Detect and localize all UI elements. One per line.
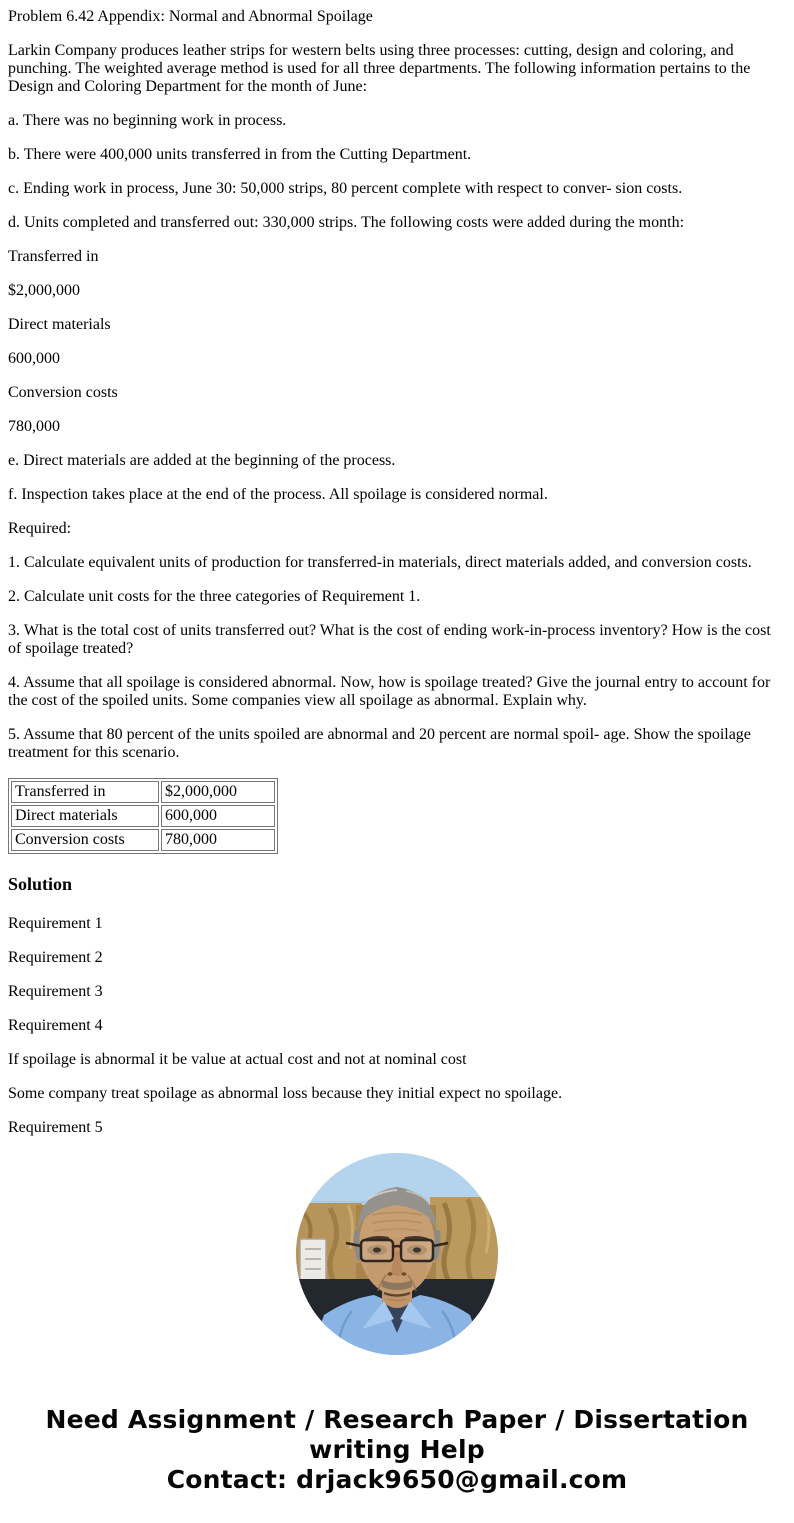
intro-paragraph: Larkin Company produces leather strips for western belts using three processes: cutting, design and coloring, and punching. The weighted average method is used for all three departments. The following information pertains to the Design and Coloring Department for the month of June: <box>8 42 751 95</box>
table-cell-label: Direct materials <box>11 805 159 827</box>
help-banner-line-2: writing Help <box>309 1435 485 1464</box>
table-row <box>11 829 275 851</box>
solution-requirement-2: Requirement 2 <box>8 949 103 966</box>
solution-note-abnormal: If spoilage is abnormal it be value at actual cost and not at nominal cost <box>8 1051 467 1068</box>
cost-line-conversion-costs-label: Conversion costs <box>8 384 118 401</box>
item-e: e. Direct materials are added at the beginning of the process. <box>8 452 396 469</box>
solution-requirement-4: Requirement 4 <box>8 1017 103 1034</box>
required-item-1: 1. Calculate equivalent units of production for transferred-in materials, direct materials added, and conversion costs. <box>8 554 752 571</box>
item-f: f. Inspection takes place at the end of the process. All spoilage is considered normal. <box>8 486 548 503</box>
help-banner-contact: Contact: drjack9650@gmail.com <box>166 1465 628 1494</box>
table-row <box>11 781 275 803</box>
costs-table <box>8 778 278 854</box>
cost-line-transferred-in-label: Transferred in <box>8 248 99 265</box>
table-cell-label: Transferred in <box>11 781 159 803</box>
help-banner-line-1: Need Assignment / Research Paper / Dissertation <box>45 1405 749 1434</box>
solution-note-some-company: Some company treat spoilage as abnormal loss because they initial expect no spoilage. <box>8 1085 563 1102</box>
item-a: a. There was no beginning work in process. <box>8 112 287 129</box>
cost-line-transferred-in-value: $2,000,000 <box>8 282 80 299</box>
instructor-avatar <box>296 1153 498 1355</box>
item-b: b. There were 400,000 units transferred in from the Cutting Department. <box>8 146 472 163</box>
required-item-4: 4. Assume that all spoilage is considered abnormal. Now, how is spoilage treated? Give the journal entry to account for the cost of the spoiled units. Some companies view all spoilage as abnormal. Explain why. <box>8 674 771 709</box>
table-cell-value: 780,000 <box>161 829 275 851</box>
table-row <box>11 805 275 827</box>
solution-requirement-5-clipped: Requirement 5 <box>8 1119 103 1136</box>
table-cell-label: Conversion costs <box>11 829 159 851</box>
problem-title: Problem 6.42 Appendix: Normal and Abnormal Spoilage <box>8 8 373 25</box>
solution-requirement-3: Requirement 3 <box>8 983 103 1000</box>
item-d: d. Units completed and transferred out: 330,000 strips. The following costs were added during the month: <box>8 214 685 231</box>
item-c: c. Ending work in process, June 30: 50,000 strips, 80 percent complete with respect to conver- sion costs. <box>8 180 683 197</box>
required-label: Required: <box>8 520 72 537</box>
cost-line-conversion-costs-value: 780,000 <box>8 418 60 435</box>
table-cell-value: $2,000,000 <box>161 781 275 803</box>
solution-requirement-1: Requirement 1 <box>8 915 103 932</box>
cost-line-direct-materials-label: Direct materials <box>8 316 111 333</box>
help-banner <box>0 1405 794 1495</box>
required-item-5: 5. Assume that 80 percent of the units spoiled are abnormal and 20 percent are normal spoil- age. Show the spoilage treatment for this scenario. <box>8 726 751 761</box>
avatar-container <box>0 1153 794 1355</box>
required-item-3: 3. What is the total cost of units transferred out? What is the cost of ending work-in-process inventory? How is the cost of spoilage treated? <box>8 622 771 657</box>
cost-line-direct-materials-value: 600,000 <box>8 350 60 367</box>
required-item-2: 2. Calculate unit costs for the three categories of Requirement 1. <box>8 588 421 605</box>
table-cell-value: 600,000 <box>161 805 275 827</box>
solution-heading: Solution <box>8 874 73 894</box>
